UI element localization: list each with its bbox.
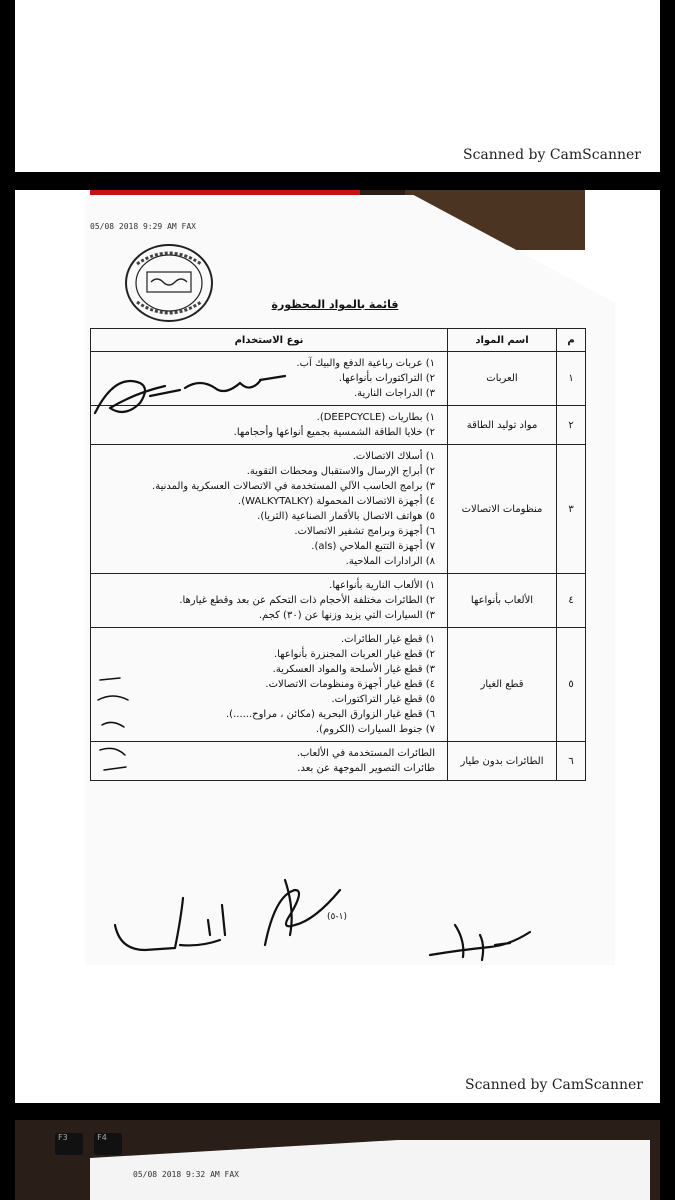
- fax-header-next: 05/08 2018 9:32 AM FAX: [133, 1170, 239, 1179]
- usage-item: ٦) قطع غيار الزوارق البحرية (مكائن ، مراوح......).: [226, 709, 435, 720]
- item-name: قطع الغيار: [448, 628, 557, 742]
- row-number: ١: [557, 352, 586, 406]
- table-row: [91, 445, 586, 574]
- usage-item: ٥) هواتف الاتصال بالأقمار الصناعية (الثريا).: [257, 511, 435, 522]
- usage-item: ٣) برامج الحاسب الآلي المستخدمة في الاتصالات العسكرية والمدنية.: [152, 481, 435, 492]
- usage-item: ٨) الرادارات الملاحية.: [345, 556, 435, 567]
- usage-item: ١) أسلاك الاتصالات.: [352, 451, 435, 462]
- usage-item: الطائرات المستخدمة في الألعاب.: [296, 748, 435, 759]
- camscanner-watermark: Scanned by CamScanner: [465, 1077, 643, 1093]
- usage-item: ٣) الدراجات النارية.: [354, 388, 435, 399]
- row-number: ٦: [557, 742, 586, 781]
- key-f4: F4: [94, 1133, 122, 1155]
- usage-item: ٤) أجهزة الاتصالات المحمولة (WALKYTALKY).: [238, 496, 435, 507]
- usage-list: [91, 574, 441, 627]
- camscanner-watermark: Scanned by CamScanner: [463, 147, 641, 163]
- usage-item: ٧) أجهزة التتبع الملاحي (als).: [311, 541, 435, 552]
- usage-item: ٢) الطائرات مختلفة الأحجام ذات التحكم عن بعد وقطع غيارها.: [179, 595, 435, 606]
- scanned-page-current: [15, 190, 660, 1103]
- page-marker: (١-٥): [327, 912, 347, 922]
- table-row: [91, 628, 586, 742]
- table-row: [91, 742, 586, 781]
- usage-item: ١) الألعاب النارية بأنواعها.: [329, 580, 435, 591]
- usage-item: ٣) قطع غيار الأسلحة والمواد العسكرية.: [272, 664, 435, 675]
- usage-item: ٢) التراكتورات بأنواعها.: [338, 373, 435, 384]
- usage-item: ٢) أبراج الإرسال والاستقبال ومحطات التقوية.: [246, 466, 435, 477]
- keyboard-strip: [55, 1125, 128, 1155]
- usage-item: ٦) أجهزة وبرامج تشفير الاتصالات.: [294, 526, 435, 537]
- item-name: مواد توليد الطاقة: [448, 406, 557, 445]
- document-title: قائمة بالمواد المحظورة: [271, 298, 399, 311]
- fax-header: 05/08 2018 9:29 AM FAX: [90, 222, 196, 231]
- usage-item: ١) عربات رباعية الدفع والبيك آب.: [296, 358, 435, 369]
- header-num: م: [557, 329, 586, 352]
- usage-cell: [91, 445, 448, 574]
- handwritten-signature-1: [90, 358, 290, 428]
- table-row: [91, 574, 586, 628]
- usage-list: [91, 445, 441, 573]
- key-f3: F3: [55, 1133, 83, 1155]
- item-name: العربات: [448, 352, 557, 406]
- row-number: ٢: [557, 406, 586, 445]
- item-name: منظومات الاتصالات: [448, 445, 557, 574]
- usage-item: ٢) خلايا الطاقة الشمسية بجميع أنواعها وأحجامها.: [233, 427, 435, 438]
- header-use: نوع الاستخدام: [91, 329, 448, 352]
- scanned-page-previous: [15, 0, 660, 172]
- usage-item: طائرات التصوير الموجهة عن بعد.: [297, 763, 435, 774]
- row-number: ٥: [557, 628, 586, 742]
- item-name: الطائرات بدون طيار: [448, 742, 557, 781]
- row-number: ٣: [557, 445, 586, 574]
- usage-item: ٢) قطع غيار العربات المجنزرة بأنواعها.: [273, 649, 435, 660]
- usage-item: ٣) السيارات التي يزيد وزنها عن (٣٠) كجم.: [258, 610, 435, 621]
- usage-item: ١) قطع غيار الطائرات.: [341, 634, 435, 645]
- usage-item: ٧) جنوط السيارات (الكروم).: [315, 724, 435, 735]
- official-stamp: [123, 242, 215, 324]
- usage-item: ٥) قطع غيار التراكتورات.: [331, 694, 435, 705]
- handwritten-signature-4: [425, 915, 535, 965]
- usage-item: ٤) قطع غيار أجهزة ومنظومات الاتصالات.: [265, 679, 435, 690]
- item-name: الألعاب بأنواعها: [448, 574, 557, 628]
- usage-item: ١) بطاريات (DEEPCYCLE).: [316, 412, 435, 423]
- scanned-page-next: [15, 1120, 660, 1200]
- handwritten-signature-2: [110, 895, 240, 960]
- margin-handwriting: [90, 670, 150, 780]
- header-name: اسم المواد: [448, 329, 557, 352]
- handwritten-signature-3: [255, 870, 345, 950]
- table-header-row: [91, 329, 586, 352]
- usage-cell: [91, 574, 448, 628]
- row-number: ٤: [557, 574, 586, 628]
